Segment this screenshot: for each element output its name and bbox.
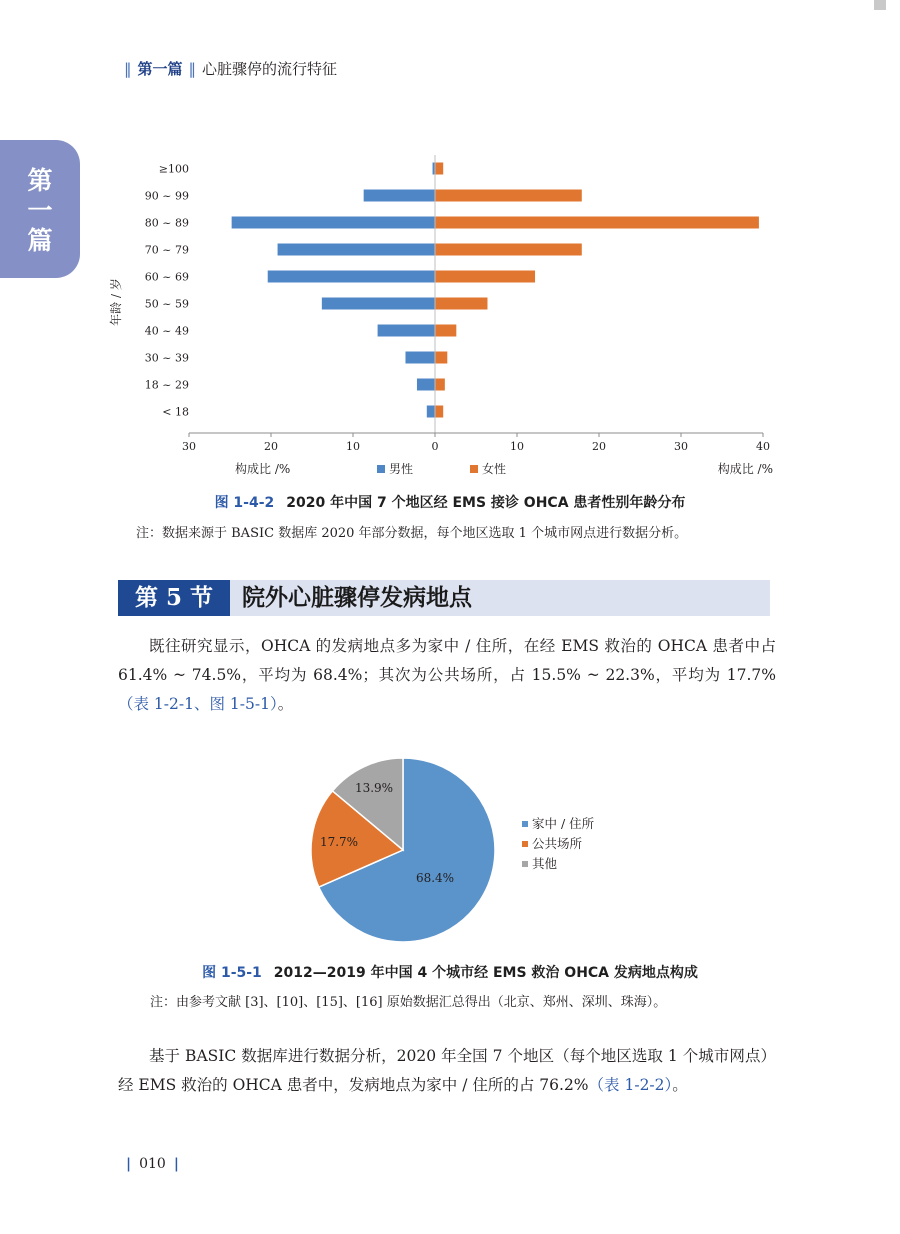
bar-female <box>435 271 535 283</box>
bar-male <box>364 190 435 202</box>
bar-female <box>435 325 456 337</box>
paragraph-1-text: 既往研究显示，OHCA 的发病地点多为家中 / 住所，在经 EMS 救治的 OHCA 患者中占 61.4% ~ 74.5%，平均为 68.4%；其次为公共场所，占 15.5% ~ 22.3%，平均为 17.7% <box>118 637 776 684</box>
bar-male <box>405 352 435 364</box>
y-tick-label: 80 ~ 89 <box>144 216 189 230</box>
x-tick-label: 30 <box>674 440 688 453</box>
section-title: 院外心脏骤停发病地点 <box>242 585 472 611</box>
bar-female <box>435 190 582 202</box>
y-tick-label: 18 ~ 29 <box>144 378 189 392</box>
y-tick-label: ≥100 <box>158 162 189 176</box>
header-divider: ‖ <box>124 60 132 78</box>
x-tick-label: 10 <box>346 440 360 453</box>
y-tick-label: 90 ~ 99 <box>144 189 189 203</box>
figure2-note: 注：由参考文献 [3]、[10]、[15]、[16] 原始数据汇总得出（北京、郑州、深圳、珠海）。 <box>150 995 667 1010</box>
figure1-note: 注：数据来源于 BASIC 数据库 2020 年部分数据，每个地区选取 1 个城市网点进行数据分析。 <box>136 526 688 541</box>
header-title: 心脏骤停的流行特征 <box>202 60 338 78</box>
bar-male <box>278 244 435 256</box>
chapter-side-tab <box>0 140 80 278</box>
pie-slice-label: 13.9% <box>354 781 394 795</box>
bar-male <box>378 325 435 337</box>
paragraph-1-reference-link[interactable]: （表 1-2-1、图 1-5-1） <box>118 695 278 713</box>
bar-male <box>417 379 435 391</box>
bar-male <box>268 271 435 283</box>
bar-female <box>435 379 445 391</box>
figure2-caption <box>0 962 900 982</box>
running-header <box>118 58 337 79</box>
y-tick-label: 30 ~ 39 <box>144 351 189 365</box>
y-tick-label: 70 ~ 79 <box>144 243 189 257</box>
y-axis-label: 年龄 / 岁 <box>109 278 123 326</box>
section-heading <box>118 580 770 616</box>
y-tick-label: 40 ~ 49 <box>144 324 189 338</box>
pie-slice-label: 17.7% <box>319 835 359 849</box>
pie-legend-swatch <box>522 861 528 867</box>
bar-female <box>435 352 447 364</box>
corner-mark <box>874 0 886 10</box>
section-tag: 第 5 节 <box>118 580 230 616</box>
bar-female <box>435 163 443 175</box>
footer-divider: | <box>126 1156 132 1172</box>
paragraph-1 <box>118 632 776 719</box>
y-tick-label: < 18 <box>162 405 189 419</box>
x-tick-label: 40 <box>756 440 770 453</box>
pie-legend-label: 其他 <box>532 856 558 871</box>
page-footer <box>118 1156 187 1172</box>
bar-male <box>322 298 435 310</box>
paragraph-2 <box>118 1042 776 1100</box>
footer-divider: | <box>173 1156 179 1172</box>
bar-male <box>232 217 435 229</box>
x-tick-label: 30 <box>182 440 196 453</box>
x-tick-label: 0 <box>431 440 439 453</box>
x-tick-label: 20 <box>592 440 606 453</box>
bar-female <box>435 244 582 256</box>
figure2-title: 2012—2019 年中国 4 个城市经 EMS 救治 OHCA 发病地点构成 <box>273 965 698 981</box>
header-part: 第一篇 <box>137 60 183 78</box>
x-tick-label: 10 <box>510 440 524 453</box>
paragraph-1-end: 。 <box>277 695 294 713</box>
header-divider: ‖ <box>188 60 197 78</box>
legend-label-male: 男性 <box>389 462 414 476</box>
bar-female <box>435 406 443 418</box>
legend-swatch-female <box>470 465 478 473</box>
side-tab-char: 篇 <box>27 226 53 255</box>
x-axis-label-left: 构成比 /% <box>235 462 291 476</box>
x-axis-label-right: 构成比 /% <box>717 462 773 476</box>
paragraph-2-reference-link[interactable]: （表 1-2-2） <box>588 1076 673 1094</box>
figure1-number: 图 1-4-2 <box>214 495 275 511</box>
side-tab-char: 一 <box>27 196 53 225</box>
figure1-caption <box>0 492 900 512</box>
pie-legend-label: 家中 / 住所 <box>532 816 595 831</box>
figure2-number: 图 1-5-1 <box>202 965 262 981</box>
legend-label-female: 女性 <box>482 462 507 476</box>
pie-legend-swatch <box>522 841 528 847</box>
page-number: 010 <box>139 1156 166 1172</box>
y-tick-label: 60 ~ 69 <box>144 270 189 284</box>
y-tick-label: 50 ~ 59 <box>144 297 189 311</box>
x-tick-label: 20 <box>264 440 278 453</box>
onset-location-pie-chart <box>300 745 640 950</box>
bar-male <box>427 406 435 418</box>
side-tab-char: 第 <box>27 166 53 195</box>
paragraph-2-text: 基于 BASIC 数据库进行数据分析，2020 年全国 7 个地区（每个地区选取 1 个城市网点）经 EMS 救治的 OHCA 患者中，发病地点为家中 / 住所的占 76.2% <box>118 1047 776 1094</box>
age-sex-pyramid-chart <box>90 150 790 485</box>
legend-swatch-male <box>377 465 385 473</box>
pie-slice-label: 68.4% <box>415 871 455 885</box>
figure1-title: 2020 年中国 7 个地区经 EMS 接诊 OHCA 患者性别年龄分布 <box>286 495 686 511</box>
pie-legend-label: 公共场所 <box>532 836 583 851</box>
paragraph-2-end: 。 <box>672 1076 688 1094</box>
bar-female <box>435 217 759 229</box>
pie-legend-swatch <box>522 821 528 827</box>
bar-female <box>435 298 487 310</box>
